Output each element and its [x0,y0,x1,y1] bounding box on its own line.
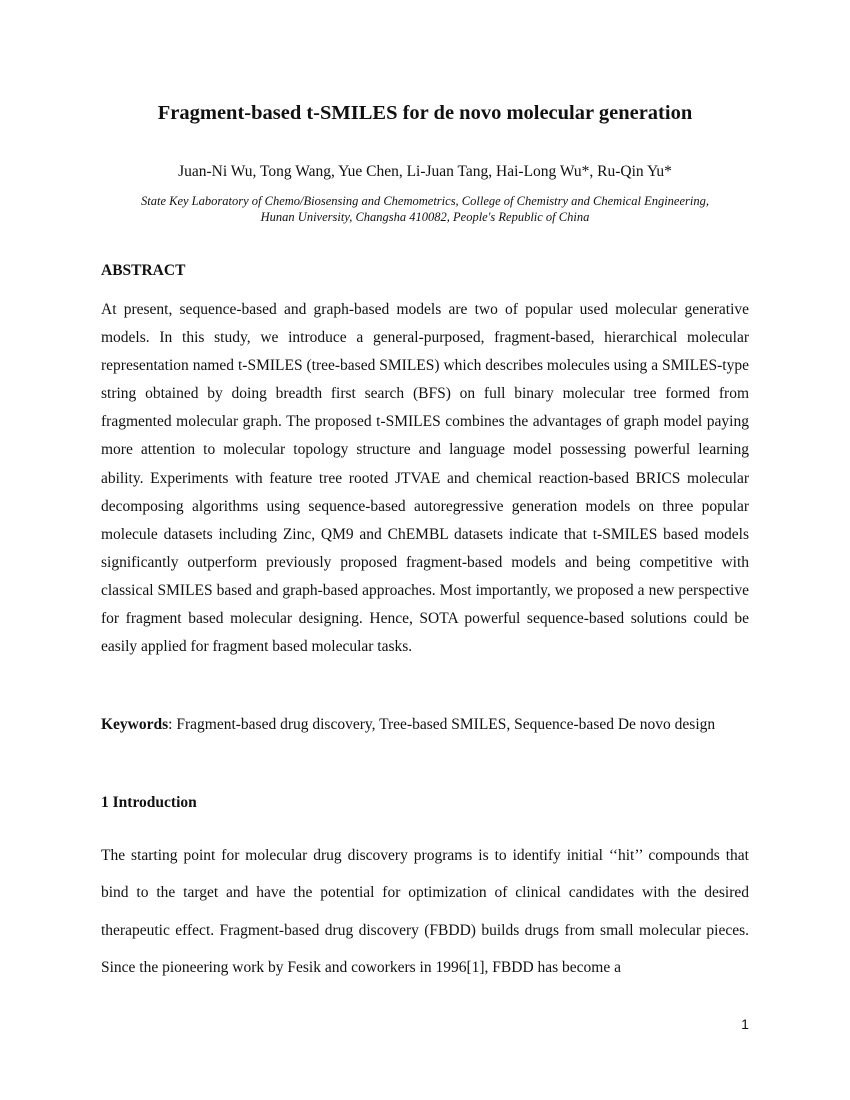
affiliation-line-1: State Key Laboratory of Chemo/Biosensing and Chemometrics, College of Chemistry and Chemical Engineering, [141,194,709,208]
keywords-label: Keywords [101,716,169,733]
keywords-text: : Fragment-based drug discovery, Tree-based SMILES, Sequence-based De novo design [168,716,716,733]
introduction-text: The starting point for molecular drug discovery programs is to identify initial ‘‘hit’’ compounds that bind to the target and have the potential for optimization of clinical candidates with the desired therapeutic effect. Fragment-based drug discovery (FBDD) builds drugs from small molecular pieces. Since the pioneering work by Fesik and coworkers in 1996[1], FBDD has become a [101,847,749,976]
abstract-heading: ABSTRACT [101,262,186,279]
affiliation-line-2: Hunan University, Changsha 410082, People's Republic of China [260,210,590,224]
affiliation [60,193,790,225]
author-list: Juan-Ni Wu, Tong Wang, Yue Chen, Li-Juan Tang, Hai-Long Wu*, Ru-Qin Yu* [178,163,672,180]
abstract-text: At present, sequence-based and graph-based models are two of popular used molecular generative models. In this study, we introduce a general-purposed, fragment-based, hierarchical molecular representation named t-SMILES (tree-based SMILES) which describes molecules using a SMILES-type string obtained by doing breadth first search (BFS) on full binary molecular tree formed from fragmented molecular graph. The proposed t-SMILES combines the advantages of graph model paying more attention to molecular topology structure and language model possessing powerful learning ability. Experiments with feature tree rooted JTVAE and chemical reaction-based BRICS molecular decomposing algorithms using sequence-based autoregressive generation models on three popular molecule datasets including Zinc, QM9 and ChEMBL datasets indicate that t-SMILES based models significantly outperform previously proposed fragment-based models and being competitive with classical SMILES based and graph-based approaches. Most importantly, we proposed a new perspective for fragment based molecular designing. Hence, SOTA powerful sequence-based solutions could be easily applied for fragment based molecular tasks. [101,301,749,656]
keywords-paragraph [101,707,749,743]
page-number: 1 [741,1016,749,1032]
paper-title: Fragment-based t-SMILES for de novo molecular generation [157,102,693,124]
introduction-heading: 1 Introduction [101,794,197,811]
